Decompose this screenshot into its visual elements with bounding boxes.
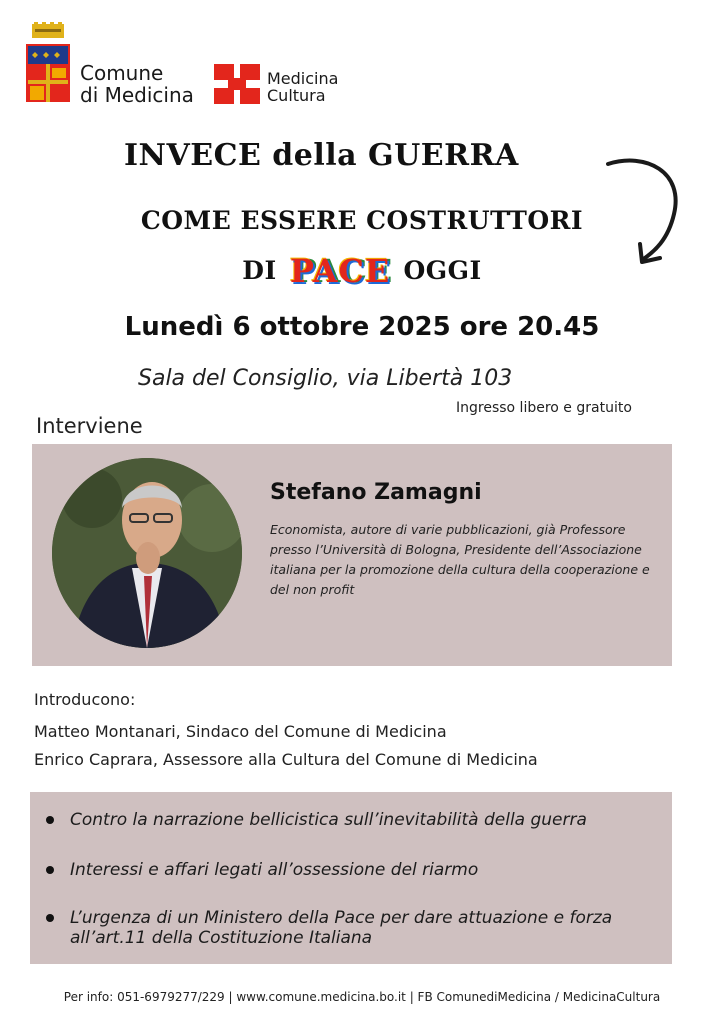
medicina-cultura-logo-icon bbox=[214, 64, 260, 104]
event-subtitle-line1: COME ESSERE COSTRUTTORI bbox=[140, 206, 584, 235]
bullet-icon bbox=[46, 816, 54, 824]
event-title-text: INVECE della GUERRA bbox=[124, 138, 519, 173]
mc-line2: Cultura bbox=[267, 86, 326, 105]
event-date: Lunedì 6 ottobre 2025 ore 20.45 bbox=[124, 312, 600, 342]
intro-label: Introducono: bbox=[34, 690, 136, 709]
topic-item: L’urgenza di un Ministero della Pace per dare attuazione e forza all’art.11 della Costituzione Italiana bbox=[70, 908, 613, 948]
speaker-section-label: Interviene bbox=[36, 414, 143, 438]
speaker-photo bbox=[52, 458, 242, 648]
intro-person: Matteo Montanari, Sindaco del Comune di Medicina bbox=[34, 722, 447, 741]
speaker-portrait-icon bbox=[52, 458, 242, 648]
comune-coat-of-arms-icon bbox=[26, 22, 70, 104]
bullet-icon bbox=[46, 914, 54, 922]
event-venue: Sala del Consiglio, via Libertà 103 bbox=[138, 366, 513, 391]
footer-contact: Per info: 051-6979277/229 | www.comune.medicina.bo.it | FB ComunediMedicina / MedicinaCultura bbox=[63, 990, 661, 1004]
speaker-name: Stefano Zamagni bbox=[270, 480, 482, 505]
comune-line2: di Medicina bbox=[80, 83, 194, 107]
entry-note: Ingresso libero e gratuito bbox=[456, 400, 632, 416]
topic-item: Contro la narrazione bellicistica sull’inevitabilità della guerra bbox=[70, 810, 587, 830]
medicina-cultura-name bbox=[267, 70, 338, 104]
intro-person: Enrico Caprara, Assessore alla Cultura del Comune di Medicina bbox=[34, 750, 538, 769]
event-subtitle-line2 bbox=[0, 252, 724, 290]
pace-word: PACE bbox=[289, 252, 391, 290]
mc-line1: Medicina bbox=[267, 69, 339, 88]
topic-item: Interessi e affari legati all’ossessione del riarmo bbox=[70, 860, 479, 880]
speaker-bio: Economista, autore di varie pubblicazioni, già Professore presso l’Università di Bologna, Presidente dell’Associazione italiana per la promozione della cultura della cooperazione e del non profit bbox=[270, 522, 650, 597]
subtitle-prefix: DI bbox=[242, 256, 277, 285]
comune-line1: Comune bbox=[80, 61, 164, 85]
comune-name bbox=[80, 62, 194, 106]
subtitle-suffix: OGGI bbox=[403, 256, 482, 285]
bullet-icon bbox=[46, 866, 54, 874]
